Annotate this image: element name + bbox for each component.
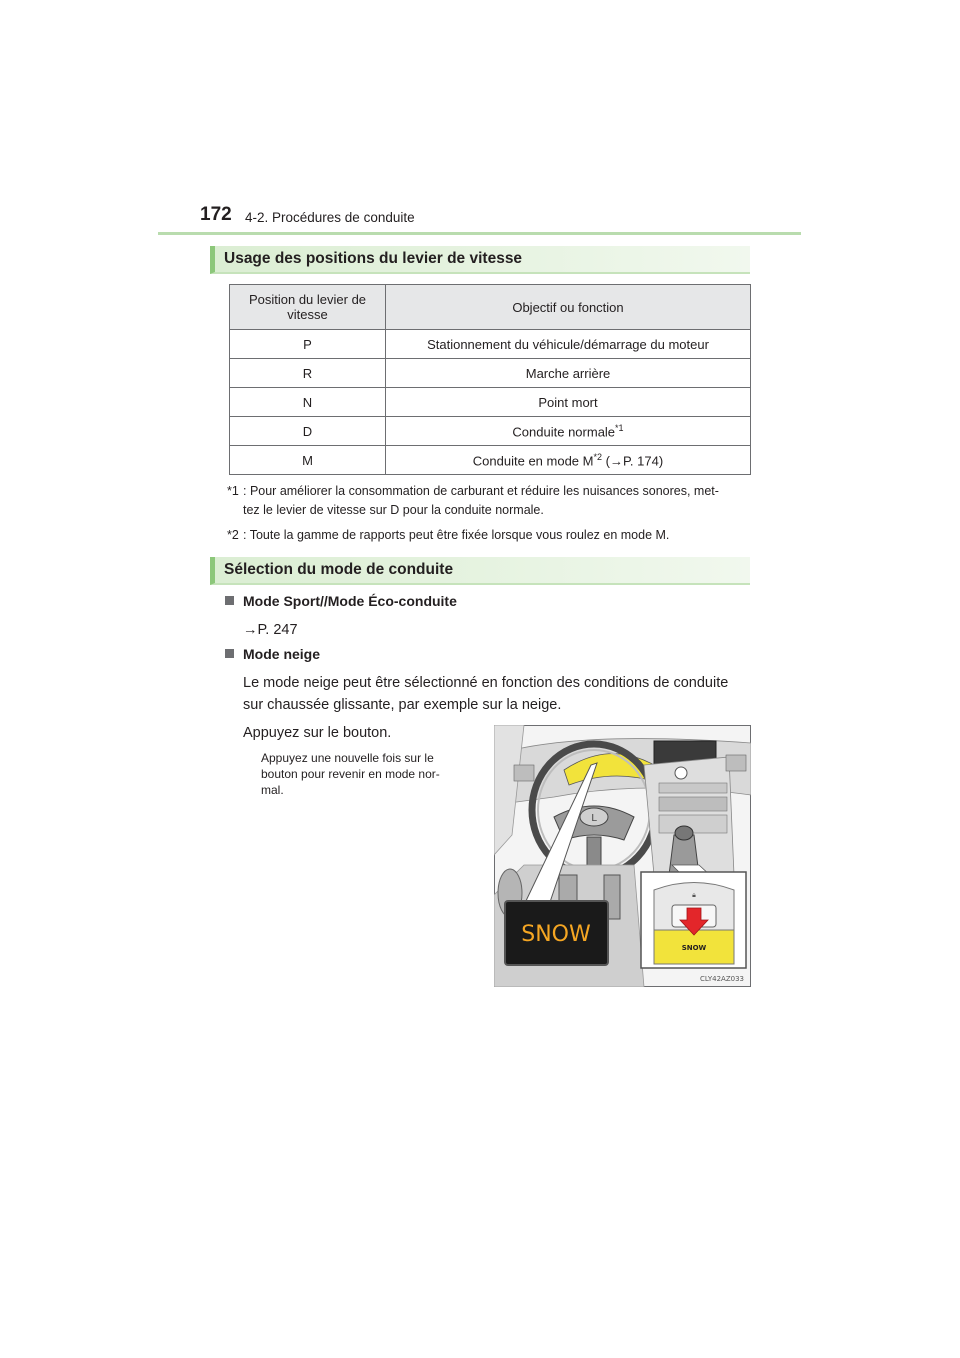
- footnote-mark: *2: [227, 528, 239, 542]
- section-heading-drive-mode: Sélection du mode de conduite: [210, 557, 750, 585]
- gear-function: Conduite normale$^{*1}$: [386, 417, 751, 446]
- gear-position: M: [230, 446, 386, 475]
- page-reference: (→P. 174): [602, 453, 664, 469]
- page-number: 172: [200, 204, 232, 225]
- lock-icon: 🔒︎: [692, 891, 696, 899]
- table-header-function: Objectif ou fonction: [386, 285, 751, 330]
- gear-position: N: [230, 388, 386, 417]
- bullet-square-icon: [225, 596, 234, 605]
- gear-position-table: [229, 284, 751, 475]
- section-heading-gear-positions: Usage des positions du levier de vitesse: [210, 246, 750, 274]
- table-row: [230, 417, 751, 446]
- snow-button-inset: [641, 872, 746, 968]
- header-rule: [158, 232, 801, 235]
- gear-function: Marche arrière: [386, 359, 751, 388]
- page-reference-sport: →P. 247: [243, 622, 298, 638]
- gear-position: P: [230, 330, 386, 359]
- snow-mode-instruction: Appuyez sur le bouton.: [243, 725, 392, 741]
- snow-display-text: SNOW: [521, 922, 591, 947]
- gear-function: Stationnement du véhicule/démarrage du moteur: [386, 330, 751, 359]
- item-snow-mode: Mode neige: [225, 646, 320, 662]
- table-row: [230, 330, 751, 359]
- snow-display-inset: [505, 901, 608, 965]
- gear-position: R: [230, 359, 386, 388]
- footnote-1: *1 : Pour améliorer la consommation de carburant et réduire les nuisances sonores, met- tez le levier de vitesse sur D pour la conduite normale.: [227, 484, 719, 517]
- snow-mode-description: Le mode neige peut être sélectionné en fonction des conditions de conduite sur chaussée glissante, par exemple sur la neige.: [243, 675, 729, 713]
- footnote-2: *2 : Toute la gamme de rapports peut être fixée lorsque vous roulez en mode M.: [227, 526, 752, 545]
- footnote-ref: *2: [593, 451, 602, 462]
- section-title: 4-2. Procédures de conduite: [245, 210, 415, 225]
- gear-position: D: [230, 417, 386, 446]
- figure-code: CLY42AZ033: [700, 975, 744, 983]
- svg-text:L: L: [591, 813, 597, 824]
- snow-mode-note: Appuyez une nouvelle fois sur le bouton pour revenir en mode nor- mal.: [261, 751, 440, 797]
- gear-function: Point mort: [386, 388, 751, 417]
- table-row: [230, 359, 751, 388]
- snow-button-label: SNOW: [681, 944, 707, 952]
- footnote-ref: *1: [615, 422, 624, 433]
- bullet-square-icon: [225, 649, 234, 658]
- gear-function: Conduite en mode $M^{*2}$ (→P. 174): [386, 446, 751, 475]
- item-sport-eco: Mode Sport//Mode Éco-conduite: [225, 593, 457, 609]
- footnote-mark: *1: [227, 484, 239, 498]
- table-header-row: [230, 285, 751, 330]
- cockpit-illustration: [494, 725, 751, 987]
- table-row: [230, 388, 751, 417]
- table-header-position: Position du levier de vitesse: [230, 285, 386, 330]
- table-row: [230, 446, 751, 475]
